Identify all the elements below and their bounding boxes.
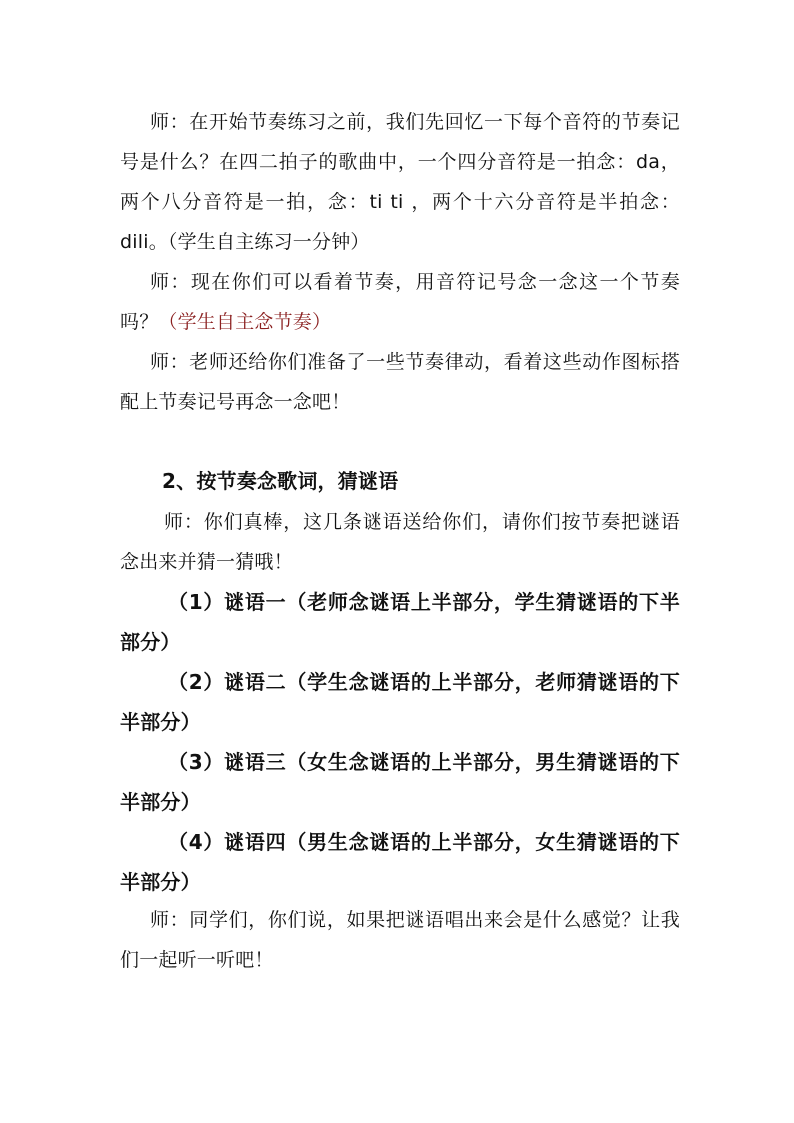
student-note: （学生自主念节奏）: [158, 311, 332, 333]
paragraph-sing-riddle: 师：同学们，你们说，如果把谜语唱出来会是什么感觉？让我们一起听一听吧！: [120, 909, 680, 971]
riddle-item-1: （1）谜语一（老师念谜语上半部分，学生猜谜语的下半部分）: [120, 590, 680, 654]
paragraph-rhythm-review: 师：在开始节奏练习之前，我们先回忆一下每个音符的节奏记号是什么？在四二拍子的歌曲中，一个四分音符是一拍念：da，两个八分音符是一拍，念：ti ti ，两个十六分音符是半拍念：dili。（学生自主练习一分钟）: [120, 111, 680, 253]
paragraph-riddle-intro: 师：你们真棒，这几条谜语送给你们，请你们按节奏把谜语念出来并猜一猜哦！: [120, 511, 680, 573]
paragraph-read-rhythm-text: 师：现在你们可以看着节奏，用音符记号念一念这一个节奏吗？: [120, 271, 680, 333]
paragraph-rhythm-movement: 师：老师还给你们准备了一些节奏律动，看着这些动作图标搭配上节奏记号再念一念吧！: [120, 351, 680, 413]
riddle-item-2: （2）谜语二（学生念谜语的上半部分，老师猜谜语的下半部分）: [120, 670, 680, 734]
paragraph-read-rhythm: [120, 262, 680, 342]
riddle-item-3: （3）谜语三（女生念谜语的上半部分，男生猜谜语的下半部分）: [120, 750, 680, 814]
riddle-item-4: （4）谜语四（男生念谜语的上半部分，女生猜谜语的下半部分）: [120, 830, 680, 894]
section-heading: 2、按节奏念歌词，猜谜语: [162, 469, 399, 493]
